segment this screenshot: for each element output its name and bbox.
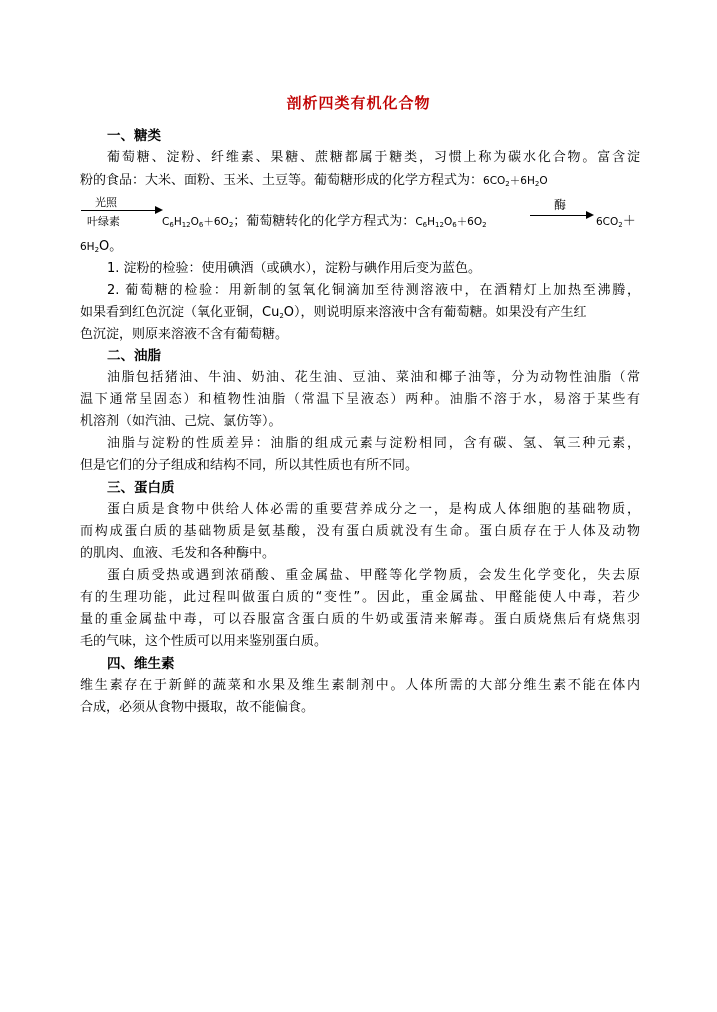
- condition-enzyme: 酶: [554, 198, 567, 212]
- equation-line: $6CO_2+$: [596, 214, 636, 229]
- equation-line: $C_6H_{12}O_6+6O_2$；葡萄糖转化的化学方程式为：$C_6H_{12}O_6+6O_2$: [162, 214, 487, 229]
- paragraph-line: 而构成蛋白质的基础物质是氨基酸，没有蛋白质就没有生命。蛋白质存在于人体及动物: [80, 524, 640, 539]
- paragraph-line: 油脂包括猪油、牛油、奶油、花生油、豆油、菜油和椰子油等，分为动物性油脂（常: [107, 370, 640, 385]
- paragraph-line: 但是它们的分子组成和结构不同，所以其性质也有所不同。: [80, 458, 419, 473]
- list-item-continued: 色沉淀，则原来溶液不含有葡萄糖。: [80, 327, 289, 342]
- list-item-continued: 如果看到红色沉淀（氧化亚铜，$Cu_2O$），则说明原来溶液中含有葡萄糖。如果没有产生红: [80, 305, 587, 320]
- paragraph-line: 量的重金属盐中毒，可以吞服富含蛋白质的牛奶或蛋清来解毒。蛋白质烧焦后有烧焦羽: [80, 612, 640, 627]
- page-title: 剖析四类有机化合物: [286, 94, 431, 112]
- section-heading-sugar: 一、糖类: [107, 128, 161, 144]
- paragraph-line: 机溶剂（如汽油、己烷、氯仿等）。: [80, 414, 282, 429]
- paragraph-line: 有的生理功能，此过程叫做蛋白质的“变性”。因此，重金属盐、甲醛能使人中毒，若少: [80, 590, 640, 605]
- paragraph-line: 蛋白质受热或遇到浓硝酸、重金属盐、甲醛等化学物质，会发生化学变化，失去原: [107, 568, 640, 583]
- section-heading-fat: 二、油脂: [107, 348, 161, 364]
- equation-line: $6H_2O$。: [80, 239, 123, 254]
- paragraph-line: 维生素存在于新鲜的蔬菜和水果及维生素制剂中。人体所需的大部分维生素不能在体内: [80, 678, 640, 693]
- condition-light: 光照: [95, 196, 117, 209]
- paragraph-line: 的肌肉、血液、毛发和各种酶中。: [80, 546, 276, 561]
- list-item: 2. 葡萄糖的检验：用新制的氢氧化铜滴加至待测溶液中，在酒精灯上加热至沸腾，: [107, 283, 640, 298]
- section-heading-protein: 三、蛋白质: [107, 480, 175, 496]
- paragraph-line: 毛的气味，这个性质可以用来鉴别蛋白质。: [80, 634, 328, 649]
- list-item: 1. 淀粉的检验：使用碘酒（或碘水），淀粉与碘作用后变为蓝色。: [107, 261, 482, 276]
- paragraph-line: 温下通常呈固态）和植物性油脂（常温下呈液态）两种。油脂不溶于水，易溶于某些有: [80, 392, 640, 407]
- equation-line: 粉的食品：大米、面粉、玉米、土豆等。葡萄糖形成的化学方程式为：$6CO_2+6H_2O$: [80, 173, 548, 188]
- paragraph-line: 合成，必须从食物中摄取，故不能偏食。: [80, 700, 315, 715]
- paragraph-line: 蛋白质是食物中供给人体必需的重要营养成分之一，是构成人体细胞的基础物质，: [107, 502, 640, 517]
- paragraph-line: 油脂与淀粉的性质差异：油脂的组成元素与淀粉相同，含有碳、氢、氧三种元素，: [107, 436, 640, 451]
- section-heading-vitamin: 四、维生素: [107, 656, 175, 672]
- paragraph-line: 葡萄糖、淀粉、纤维素、果糖、蔗糖都属于糖类，习惯上称为碳水化合物。富含淀: [107, 150, 640, 165]
- condition-chlorophyll: 叶绿素: [87, 215, 120, 228]
